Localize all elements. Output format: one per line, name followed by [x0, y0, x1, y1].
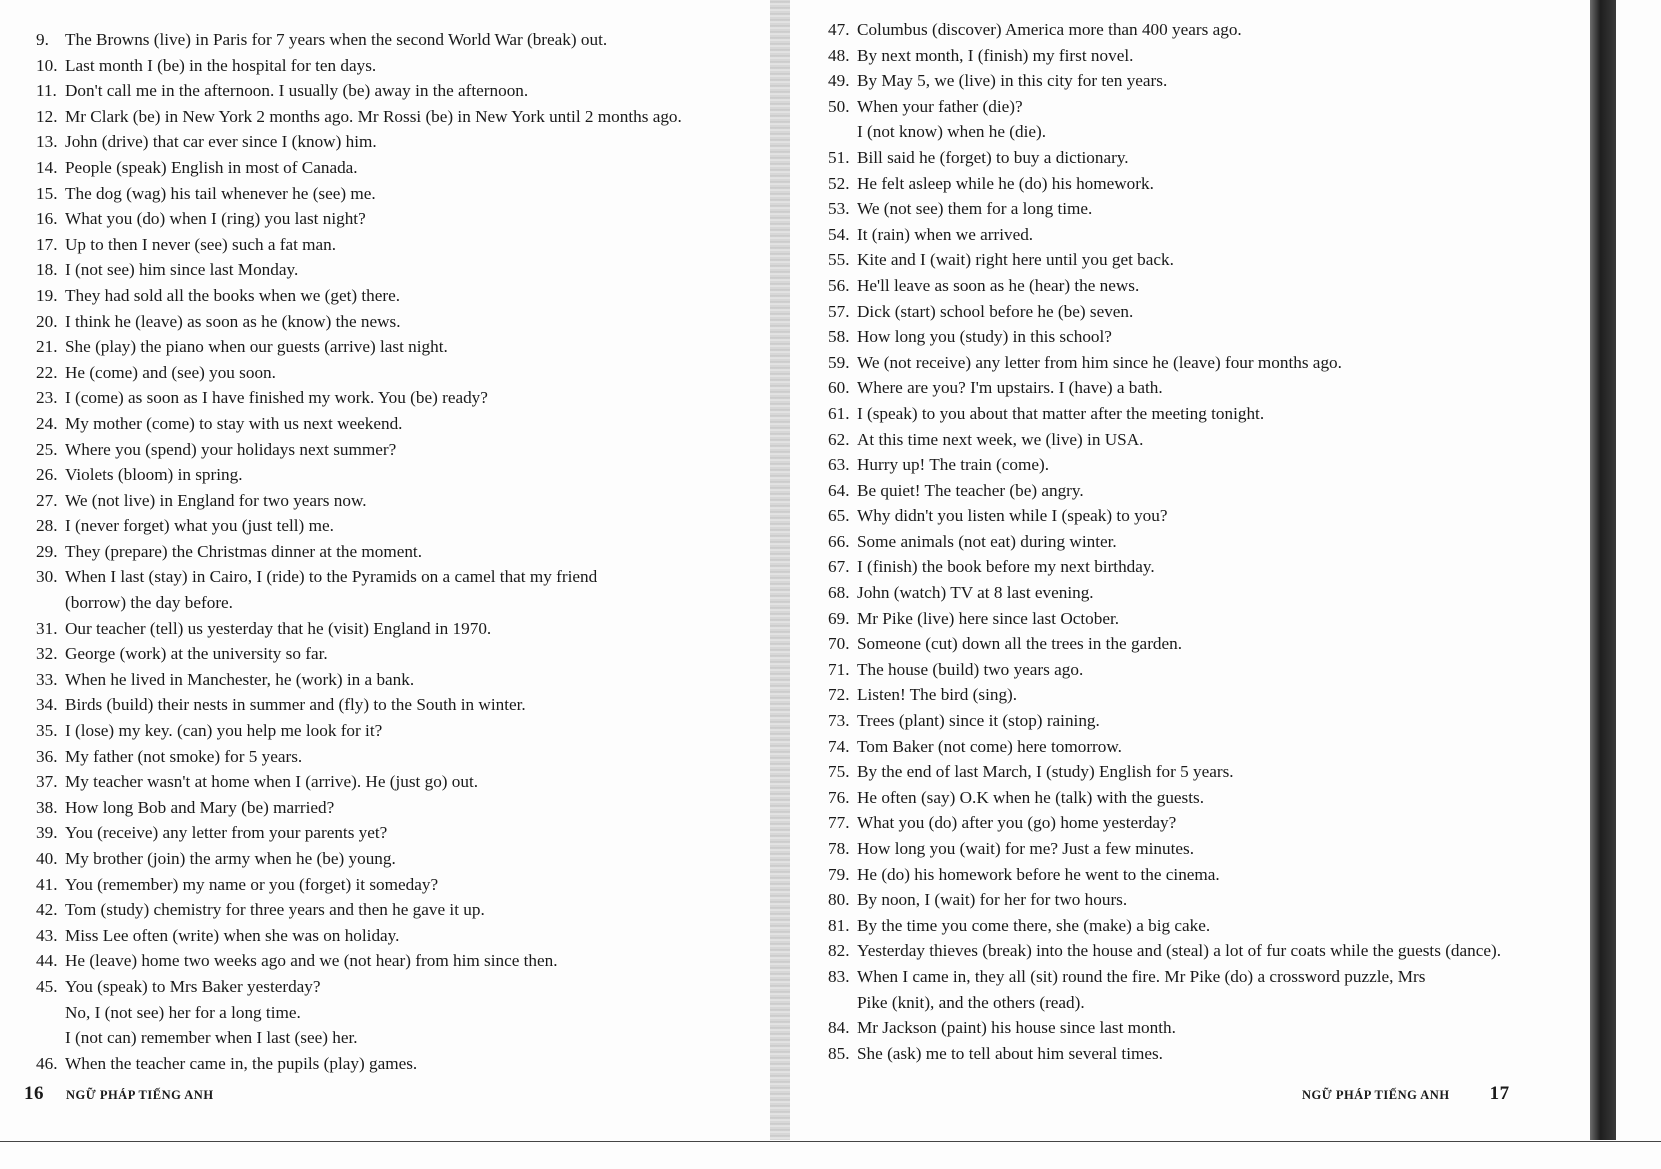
exercise-number: 60. [828, 378, 850, 398]
right-page [780, 0, 1595, 1140]
exercise-number: 49. [828, 71, 850, 91]
exercise-item [828, 401, 1595, 427]
exercise-item [828, 350, 1595, 376]
exercise-text: I (not see) him since last Monday. [65, 260, 299, 280]
exercise-text: She (play) the piano when our guests (arrive) last night. [65, 337, 448, 357]
exercise-item [36, 820, 770, 846]
exercise-text: I (come) as soon as I have finished my work. You (be) ready? [65, 388, 488, 408]
exercise-item [828, 759, 1595, 785]
exercise-text: The dog (wag) his tail whenever he (see) me. [65, 183, 376, 203]
exercise-text: He (leave) home two weeks ago and we (not hear) from him since then. [65, 951, 558, 971]
left-exercise-list [36, 27, 770, 1076]
exercise-text: How long Bob and Mary (be) married? [65, 797, 335, 817]
exercise-text-continuation: (borrow) the day before. [65, 593, 233, 613]
exercise-item [828, 913, 1595, 939]
exercise-number: 61. [828, 403, 850, 423]
exercise-number: 38. [36, 797, 58, 817]
exercise-text: We (not see) them for a long time. [857, 199, 1093, 219]
exercise-item [828, 503, 1595, 529]
exercise-text: What you (do) when I (ring) you last night? [65, 209, 366, 229]
right-exercise-list [828, 17, 1595, 1066]
left-footer [24, 1083, 214, 1113]
exercise-number: 46. [36, 1053, 58, 1073]
exercise-item [36, 104, 770, 130]
exercise-item [828, 529, 1595, 555]
exercise-number: 50. [828, 96, 850, 116]
exercise-item [828, 1015, 1595, 1041]
exercise-number: 33. [36, 669, 58, 689]
exercise-number: 25. [36, 439, 58, 459]
exercise-text: Kite and I (wait) right here until you get back. [857, 250, 1174, 270]
exercise-text: Yesterday thieves (break) into the house and (steal) a lot of fur coats while the guests (dance). [857, 941, 1502, 961]
exercise-item [36, 718, 770, 744]
exercise-number: 63. [828, 455, 850, 475]
exercise-item [828, 862, 1595, 888]
exercise-item [828, 836, 1595, 862]
exercise-number: 13. [36, 132, 58, 152]
exercise-item [36, 206, 770, 232]
exercise-text: I (never forget) what you (just tell) me. [65, 516, 334, 536]
exercise-text: Violets (bloom) in spring. [65, 465, 243, 485]
exercise-number: 84. [828, 1018, 850, 1038]
exercise-item [36, 437, 770, 463]
exercise-item [828, 17, 1595, 43]
exercise-text: The house (build) two years ago. [857, 659, 1084, 679]
exercise-text: Someone (cut) down all the trees in the garden. [857, 634, 1183, 654]
exercise-item [828, 171, 1595, 197]
exercise-number: 39. [36, 823, 58, 843]
exercise-text: Mr Clark (be) in New York 2 months ago. Mr Rossi (be) in New York until 2 months ago. [65, 106, 682, 126]
exercise-item [36, 334, 770, 360]
exercise-item [828, 657, 1595, 683]
exercise-item [828, 68, 1595, 94]
exercise-text: They (prepare) the Christmas dinner at the moment. [65, 541, 423, 561]
exercise-item [36, 795, 770, 821]
right-footer [1302, 1083, 1510, 1113]
exercise-text-continuation: I (not know) when he (die). [857, 122, 1047, 142]
exercise-number: 23. [36, 388, 58, 408]
exercise-number: 28. [36, 516, 58, 536]
exercise-text: Dick (start) school before he (be) seven. [857, 301, 1134, 321]
exercise-text: How long you (wait) for me? Just a few minutes. [857, 839, 1194, 858]
exercise-number: 82. [828, 941, 850, 961]
exercise-item [36, 488, 770, 514]
exercise-text: He often (say) O.K when he (talk) with the guests. [857, 787, 1204, 807]
exercise-text: When your father (die)? [857, 96, 1023, 116]
exercise-item [36, 385, 770, 411]
exercise-item [36, 129, 770, 155]
exercise-text: I think he (leave) as soon as he (know) the news. [65, 311, 401, 331]
exercise-text: Where are you? I'm upstairs. I (have) a bath. [857, 378, 1163, 398]
exercise-number: 30. [36, 567, 58, 587]
exercise-text: Tom (study) chemistry for three years and then he gave it up. [65, 900, 485, 920]
exercise-number: 54. [828, 224, 850, 244]
exercise-number: 27. [36, 490, 58, 510]
exercise-text-continuation: I (not can) remember when I last (see) her. [65, 1028, 358, 1048]
exercise-number: 40. [36, 849, 58, 868]
exercise-text: We (not receive) any letter from him since he (leave) four months ago. [857, 352, 1342, 372]
exercise-text: At this time next week, we (live) in USA. [857, 429, 1144, 449]
exercise-number: 55. [828, 250, 850, 270]
exercise-number: 56. [828, 275, 850, 295]
exercise-text: Bill said he (forget) to buy a dictionary. [857, 147, 1129, 167]
exercise-number: 18. [36, 260, 58, 280]
exercise-text-continuation: No, I (not see) her for a long time. [65, 1002, 301, 1022]
exercise-text: People (speak) English in most of Canada. [65, 157, 358, 177]
exercise-text: Trees (plant) since it (stop) raining. [857, 711, 1100, 731]
exercise-number: 75. [828, 762, 850, 782]
exercise-text: Mr Jackson (paint) his house since last month. [857, 1018, 1176, 1038]
exercise-item [36, 181, 770, 207]
exercise-item [828, 606, 1595, 632]
exercise-item [36, 155, 770, 181]
exercise-number: 67. [828, 557, 850, 577]
exercise-item [828, 708, 1595, 734]
exercise-number: 15. [36, 183, 58, 203]
exercise-text: It (rain) when we arrived. [857, 224, 1034, 244]
bottom-rule [0, 1141, 1661, 1142]
exercise-number: 64. [828, 480, 850, 500]
exercise-text: What you (do) after you (go) home yesterday? [857, 813, 1177, 833]
exercise-item [36, 257, 770, 283]
exercise-item [828, 887, 1595, 913]
exercise-number: 76. [828, 787, 850, 807]
exercise-text: Listen! The bird (sing). [857, 685, 1018, 705]
exercise-number: 10. [36, 55, 58, 75]
exercise-text: Be quiet! The teacher (be) angry. [857, 480, 1084, 500]
exercise-item [36, 769, 770, 795]
exercise-number: 52. [828, 173, 850, 193]
exercise-text: Where you (spend) your holidays next summer? [65, 439, 397, 459]
exercise-item [828, 427, 1595, 453]
exercise-item [828, 810, 1595, 836]
exercise-text: John (watch) TV at 8 last evening. [857, 583, 1094, 603]
exercise-number: 17. [36, 234, 58, 254]
exercise-text: He'll leave as soon as he (hear) the news. [857, 275, 1140, 295]
exercise-text: I (finish) the book before my next birthday. [857, 557, 1155, 577]
exercise-number: 85. [828, 1043, 850, 1063]
exercise-item [36, 411, 770, 437]
exercise-text: Some animals (not eat) during winter. [857, 531, 1117, 551]
exercise-item [36, 948, 770, 974]
exercise-item [828, 554, 1595, 580]
exercise-text: My teacher wasn't at home when I (arrive). He (just go) out. [65, 772, 479, 792]
exercise-number: 16. [36, 209, 58, 229]
exercise-item [828, 273, 1595, 299]
exercise-item [828, 222, 1595, 248]
exercise-number: 70. [828, 634, 850, 654]
exercise-item [828, 785, 1595, 811]
exercise-item [36, 564, 770, 615]
exercise-item [828, 43, 1595, 69]
exercise-item [36, 27, 770, 53]
exercise-text: By the end of last March, I (study) English for 5 years. [857, 762, 1234, 782]
exercise-item [828, 938, 1595, 964]
exercise-text: My brother (join) the army when he (be) young. [65, 849, 396, 868]
exercise-item [36, 360, 770, 386]
exercise-item [828, 94, 1595, 145]
exercise-number: 9. [36, 30, 49, 49]
exercise-text: John (drive) that car ever since I (know) him. [65, 132, 377, 152]
exercise-number: 14. [36, 157, 58, 177]
exercise-number: 29. [36, 541, 58, 561]
exercise-item [36, 744, 770, 770]
exercise-text: Miss Lee often (write) when she was on holiday. [65, 925, 400, 945]
exercise-number: 58. [828, 327, 850, 347]
exercise-text: Columbus (discover) America more than 400 years ago. [857, 20, 1242, 39]
exercise-number: 22. [36, 362, 58, 382]
left-running-title: NGỮ PHÁP TIẾNG ANH [66, 1088, 214, 1102]
exercise-text: Last month I (be) in the hospital for ten days. [65, 55, 377, 75]
exercise-text: He felt asleep while he (do) his homework. [857, 173, 1154, 193]
exercise-number: 66. [828, 531, 850, 551]
exercise-item [828, 299, 1595, 325]
exercise-number: 59. [828, 352, 850, 372]
left-page-number: 16 [24, 1083, 44, 1104]
exercise-text: My mother (come) to stay with us next weekend. [65, 413, 403, 433]
exercise-item [36, 232, 770, 258]
exercise-text: By the time you come there, she (make) a big cake. [857, 915, 1211, 935]
exercise-number: 51. [828, 147, 850, 167]
exercise-number: 77. [828, 813, 850, 833]
exercise-item [36, 283, 770, 309]
exercise-item [36, 1051, 770, 1077]
exercise-number: 65. [828, 506, 850, 526]
exercise-number: 20. [36, 311, 58, 331]
exercise-item [828, 734, 1595, 760]
exercise-number: 62. [828, 429, 850, 449]
exercise-item [36, 462, 770, 488]
exercise-number: 48. [828, 45, 850, 65]
exercise-number: 19. [36, 285, 58, 305]
exercise-item [36, 309, 770, 335]
exercise-text: You (remember) my name or you (forget) it someday? [65, 874, 439, 894]
exercise-item [828, 964, 1595, 1015]
exercise-number: 74. [828, 736, 850, 756]
exercise-text: He (come) and (see) you soon. [65, 362, 276, 382]
left-page [0, 0, 770, 1140]
exercise-text: Tom Baker (not come) here tomorrow. [857, 736, 1122, 756]
exercise-text: How long you (study) in this school? [857, 327, 1112, 347]
exercise-number: 69. [828, 608, 850, 628]
exercise-item [828, 247, 1595, 273]
exercise-item [36, 53, 770, 79]
exercise-number: 43. [36, 925, 58, 945]
exercise-item [828, 682, 1595, 708]
exercise-item [36, 641, 770, 667]
exercise-number: 11. [36, 81, 57, 101]
exercise-item [36, 846, 770, 872]
exercise-text: My father (not smoke) for 5 years. [65, 746, 303, 766]
exercise-item [36, 667, 770, 693]
exercise-number: 44. [36, 951, 58, 971]
exercise-number: 80. [828, 890, 850, 910]
exercise-number: 45. [36, 976, 58, 996]
exercise-item [36, 616, 770, 642]
exercise-item [36, 923, 770, 949]
exercise-item [828, 580, 1595, 606]
exercise-text: By noon, I (wait) for her for two hours. [857, 890, 1128, 910]
exercise-text: By May 5, we (live) in this city for ten years. [857, 71, 1168, 91]
exercise-number: 32. [36, 644, 58, 664]
exercise-text: When I came in, they all (sit) round the fire. Mr Pike (do) a crossword puzzle, Mrs [857, 966, 1426, 986]
exercise-number: 36. [36, 746, 58, 766]
exercise-text: I (speak) to you about that matter after the meeting tonight. [857, 403, 1265, 423]
exercise-text: Hurry up! The train (come). [857, 455, 1050, 475]
scan-edge-shadow [1590, 0, 1616, 1140]
exercise-number: 72. [828, 685, 850, 705]
exercise-text: By next month, I (finish) my first novel. [857, 45, 1134, 65]
exercise-item [828, 145, 1595, 171]
exercise-item [36, 539, 770, 565]
exercise-number: 83. [828, 966, 850, 986]
exercise-text: She (ask) me to tell about him several times. [857, 1043, 1163, 1063]
exercise-number: 53. [828, 199, 850, 219]
exercise-text: Our teacher (tell) us yesterday that he (visit) England in 1970. [65, 618, 492, 638]
exercise-text: When the teacher came in, the pupils (play) games. [65, 1053, 418, 1073]
exercise-number: 42. [36, 900, 58, 920]
exercise-item [36, 974, 770, 1051]
exercise-number: 34. [36, 695, 58, 715]
exercise-text-continuation: Pike (knit), and the others (read). [857, 992, 1085, 1012]
exercise-number: 24. [36, 413, 58, 433]
exercise-item [36, 513, 770, 539]
exercise-number: 41. [36, 874, 58, 894]
exercise-item [828, 1041, 1595, 1067]
exercise-text: The Browns (live) in Paris for 7 years when the second World War (break) out. [65, 30, 608, 49]
right-running-title: NGỮ PHÁP TIẾNG ANH [1302, 1088, 1450, 1102]
exercise-item [36, 897, 770, 923]
exercise-text: Mr Pike (live) here since last October. [857, 608, 1120, 628]
exercise-number: 26. [36, 465, 58, 485]
exercise-text: When he lived in Manchester, he (work) in a bank. [65, 669, 415, 689]
exercise-text: When I last (stay) in Cairo, I (ride) to the Pyramids on a camel that my friend [65, 567, 598, 587]
exercise-number: 81. [828, 915, 850, 935]
exercise-number: 21. [36, 337, 58, 357]
exercise-number: 71. [828, 659, 850, 679]
exercise-number: 68. [828, 583, 850, 603]
exercise-text: Why didn't you listen while I (speak) to you? [857, 506, 1168, 526]
right-page-number: 17 [1489, 1083, 1510, 1104]
exercise-number: 57. [828, 301, 850, 321]
exercise-text: Don't call me in the afternoon. I usually (be) away in the afternoon. [65, 81, 529, 101]
exercise-item [36, 78, 770, 104]
exercise-item [828, 631, 1595, 657]
exercise-number: 35. [36, 721, 58, 741]
exercise-text: You (receive) any letter from your parents yet? [65, 823, 388, 843]
exercise-text: We (not live) in England for two years now. [65, 490, 367, 510]
exercise-item [36, 872, 770, 898]
exercise-item [828, 324, 1595, 350]
exercise-number: 31. [36, 618, 58, 638]
exercise-text: He (do) his homework before he went to the cinema. [857, 864, 1220, 884]
exercise-number: 47. [828, 20, 850, 39]
exercise-text: Birds (build) their nests in summer and (fly) to the South in winter. [65, 695, 526, 715]
exercise-text: George (work) at the university so far. [65, 644, 328, 664]
exercise-item [828, 196, 1595, 222]
exercise-text: You (speak) to Mrs Baker yesterday? [65, 976, 321, 996]
exercise-item [828, 478, 1595, 504]
exercise-number: 12. [36, 106, 58, 126]
exercise-number: 78. [828, 839, 850, 858]
exercise-number: 73. [828, 711, 850, 731]
exercise-item [36, 692, 770, 718]
exercise-text: Up to then I never (see) such a fat man. [65, 234, 337, 254]
exercise-text: They had sold all the books when we (get) there. [65, 285, 401, 305]
exercise-number: 79. [828, 864, 850, 884]
exercise-item [828, 452, 1595, 478]
exercise-number: 37. [36, 772, 58, 792]
exercise-text: I (lose) my key. (can) you help me look for it? [65, 721, 383, 741]
exercise-item [828, 375, 1595, 401]
